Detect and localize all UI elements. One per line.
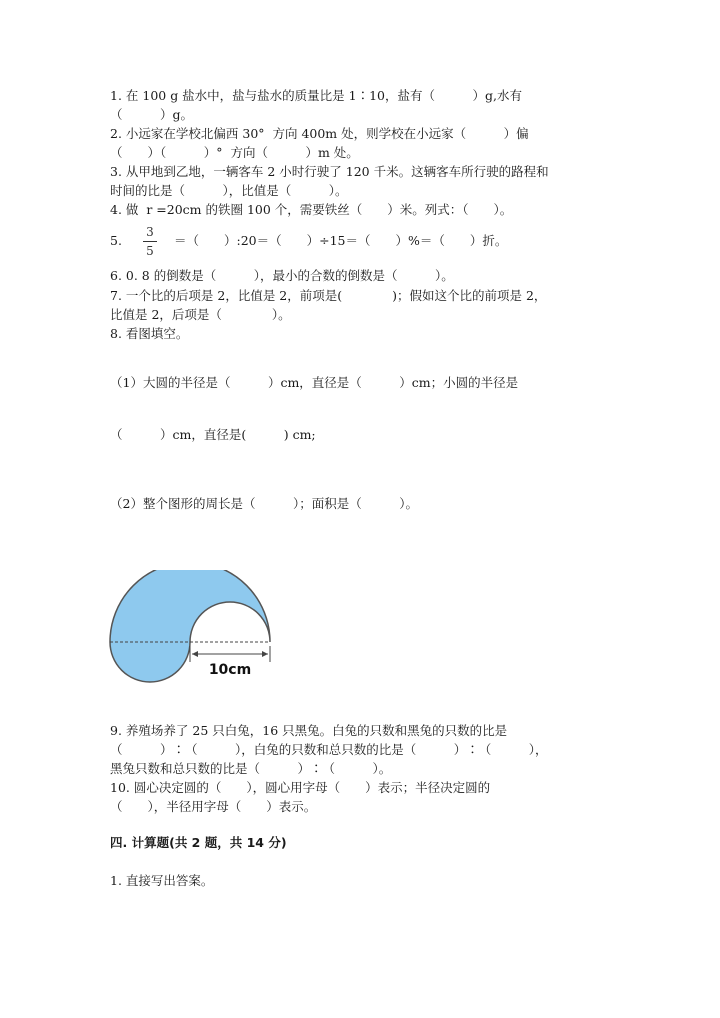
q7-line-1: 7. 一个比的后项是 2，比值是 2，前项是( )；假如这个比的前项是 2， <box>110 288 547 303</box>
q2-line-1: 2. 小远家在学校北偏西 30° 方向 400m 处，则学校在小远家（ ）偏 <box>110 126 529 141</box>
q5-number: 5. <box>110 233 122 248</box>
q8-1-line-1: （1）大圆的半径是（ ）cm，直径是（ ）cm；小圆的半径是 <box>110 375 519 390</box>
fraction-bar <box>143 241 157 242</box>
q1-line-1: 1. 在 100 g 盐水中，盐与盐水的质量比是 1∶10，盐有（ ）g,水有 <box>110 88 522 103</box>
dimension-arrow-left <box>192 651 198 657</box>
q5-expression: ＝（ ）:20＝（ ）÷15＝（ ）%＝（ ）折。 <box>174 233 508 248</box>
q6-line: 6. 0. 8 的倒数是（ ），最小的合数的倒数是（ ）。 <box>110 268 454 283</box>
q9-line-1: 9. 养殖场养了 25 只白兔，16 只黑兔。白兔的只数和黑兔的只数的比是 <box>110 723 508 738</box>
q10-line-2: （ ），半径用字母（ ）表示。 <box>110 799 317 814</box>
section4-q1: 1. 直接写出答案。 <box>110 873 214 888</box>
q10-line-1: 10. 圆心决定圆的（ ），圆心用字母（ ）表示；半径决定圆的 <box>110 780 491 795</box>
q5-fraction <box>143 225 157 258</box>
q4-line: 4. 做 r =20cm 的铁圈 100 个，需要铁丝（ ）米。列式：（ ）。 <box>110 202 513 217</box>
q8-1-line-2: （ ）cm，直径是( ) cm; <box>110 427 316 442</box>
dimension-label: 10cm <box>208 662 252 678</box>
circle-figure <box>100 570 280 690</box>
q8-line: 8. 看图填空。 <box>110 326 189 341</box>
q3-line-2: 时间的比是（ ），比值是（ ）。 <box>110 183 348 198</box>
q2-line-2: （ ）（ ）° 方向（ ）m 处。 <box>110 145 359 160</box>
q5-fraction-numerator: 3 <box>146 225 154 239</box>
q3-line-1: 3. 从甲地到乙地，一辆客车 2 小时行驶了 120 千米。这辆客车所行驶的路程和 <box>110 164 549 179</box>
q8-2-line: （2）整个图形的周长是（ ）；面积是（ ）。 <box>110 496 418 511</box>
q9-line-2: （ ）∶（ ），白兔的只数和总只数的比是（ ）∶（ ）， <box>110 742 548 757</box>
q1-line-2: （ ）g。 <box>110 107 194 122</box>
dimension-arrow-right <box>262 651 268 657</box>
q9-line-3: 黑兔只数和总只数的比是（ ）∶（ ）。 <box>110 761 392 776</box>
section-title: 四. 计算题(共 2 题，共 14 分) <box>110 835 287 850</box>
q7-line-2: 比值是 2，后项是（ ）。 <box>110 307 291 322</box>
q5-fraction-denominator: 5 <box>146 244 154 258</box>
